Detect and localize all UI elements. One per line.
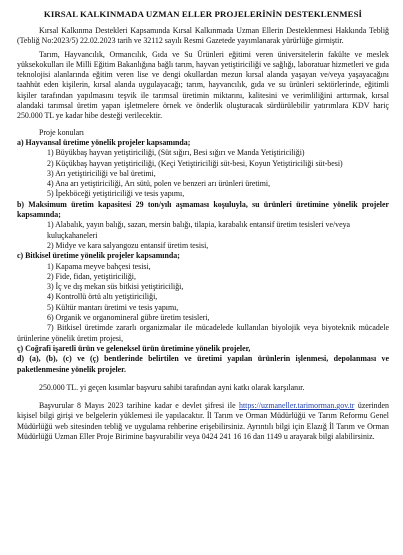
list-item: 3) Arı yetiştiriciliği ve bal üretimi, xyxy=(47,168,156,178)
application-portal-link[interactable]: https://uzmaneller.tarimorman.gov.tr xyxy=(239,401,355,411)
list-item: 1) Alabalık, yayın balığı, sazan, mersin balığı, tilapia, karabalık entansif üretim tesisleri ve/veya kuluçkahaneleri xyxy=(47,220,351,240)
list-item: 1) Kapama meyve bahçesi tesisi, xyxy=(47,261,151,271)
list-item: 4) Kontrollü örtü altı yetiştiriciliği, xyxy=(47,292,158,302)
list-item: 2) Midye ve kara salyangozu entansif üretim tesisi, xyxy=(47,240,209,250)
contribution-paragraph: 250.000 TL. yi geçen kısımlar başvuru sahibi tarafından ayni katkı olarak karşılanır. xyxy=(39,382,305,392)
section-b-heading: b) Maksimum üretim kapasitesi 29 ton/yılı aşmaması koşuluyla, su ürünleri üretimine yönelik projeler kapsamında; xyxy=(17,199,389,220)
section-c-geo-heading: ç) Coğrafi işaretli ürün ve geleneksel ürün üretimine yönelik projeler, xyxy=(17,343,251,353)
list-item: 5) İpekböceği yetiştiriciliği ve tesis yapımı, xyxy=(47,189,185,199)
intro-paragraph: Kırsal Kalkınma Destekleri Kapsamında Kırsal Kalkınmada Uzman Ellerin Desteklenmesi Hakkında Tebliğ (Tebliğ No:2023/5) 22.02.2023 tarih ve 32112 sayılı Resmi Gazetede yayımlanarak yürürlüğe girmiştir. xyxy=(17,26,389,46)
list-item: 3) İç ve dış mekan süs bitkisi yetiştiriciliği, xyxy=(47,282,184,292)
section-a-heading: a) Hayvansal üretime yönelik projeler kapsamında; xyxy=(17,137,191,147)
list-item: 5) Kültür mantarı üretimi ve tesis yapımı, xyxy=(47,302,179,312)
project-topics-heading: Proje konuları xyxy=(39,127,84,137)
application-text-before: Başvurular 8 Mayıs 2023 tarihine kadar e devlet şifresi ile xyxy=(39,401,240,411)
section-d-heading: d) (a), (b), (c) ve (ç) bentlerinde belirtilen ve üretimi yapılan ürünlerin işlenmesi, depolanması ve paketlenmesine yönelik projeler. xyxy=(17,354,389,374)
list-item: 6) Organik ve organomineral gübre üretim tesisleri, xyxy=(47,313,210,323)
list-item: 7) Bitkisel üretimde zararlı organizmalar ile mücadelede kullanılan biyolojik veya biyoteknik mücadele ürünlerine yönelik üretim projesi, xyxy=(17,323,389,343)
eligibility-paragraph: Tarım, Hayvancılık, Ormancılık, Gıda ve Su Ürünleri eğitimi veren üniversitelerin fakülte ve meslek yüksekokulları ile Milli Eğitim Bakanlığına bağlı tarım, hayvan yetiştiriciliği ve sağlığı, laboratuar hizmetleri ve gıda teknolojisi alanlarında eğitim veren lise ve dengi okullardan mezun kırsal alanda yaşayan ve/veya yaşayacağını taahhüt eden kişilerin, kırsal alanda uygulayacağı; tarım, hayvancılık, gıda ve su ürünleri sektörlerinde, eğitimli kişiler tarafından yapılmasını teşvik ile tarımsal üretimin miktarını, kalitesini ve verimliliğini arttırmak, kırsal alandaki tarımsal üretim yapan işletmelere örnek ve önderlik oluşturacak sürdürülebilir yatırımlara KDV hariç 250.000 TL ye kadar hibe desteği verilecektir. xyxy=(17,49,389,121)
application-text-after: üzerinden kişisel bilgi girişi ve belgelerin yüklemesi ile yapılacaktır. İl Tarım ve Orman Müdürlüğü ve Tarım Reformu Genel Müdürlüğü web sitesinden tebliğ ve uygulama rehberine erişebilirsiniz. Ayrıntılı bilgi için Elazığ İl Tarım ve Orman Müdürlüğü Uzman Eller Proje Birimine başvurabilir veya 0424 241 16 16 dan 1149 u arayarak bilgi alabilirsiniz. xyxy=(17,401,389,441)
section-c-heading: c) Bitkisel üretime yönelik projeler kapsamında; xyxy=(17,251,180,261)
list-item: 2) Küçükbaş hayvan yetiştiriciliği, (Keçi Yetiştiriciliği süt-besi, Koyun Yetiştiriciliği süt-besi) xyxy=(47,158,343,168)
list-item: 1) Büyükbaş hayvan yetiştiriciliği, (Süt sığırı, Besi sığırı ve Manda Yetiştiriciliği) xyxy=(47,148,305,158)
page-title: KIRSAL KALKINMADA UZMAN ELLER PROJELERİNİN DESTEKLENMESİ xyxy=(43,9,363,19)
application-paragraph xyxy=(17,401,389,442)
list-item: 2) Fide, fidan, yetiştiriciliği, xyxy=(47,271,136,281)
list-item: 4) Ana arı yetiştiriciliği, Arı sütü, polen ve benzeri arı ürünleri üretimi, xyxy=(47,179,271,189)
